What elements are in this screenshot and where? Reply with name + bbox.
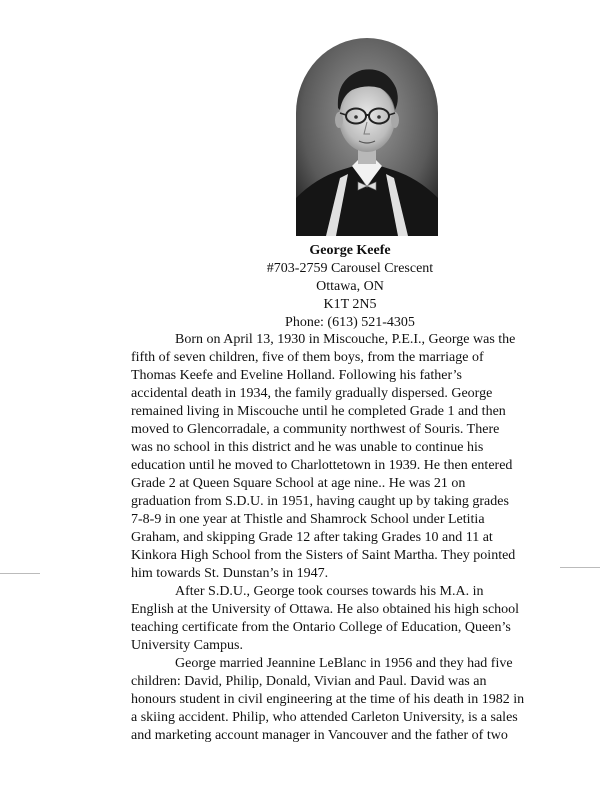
phone-line: Phone: (613) 521-4305: [285, 315, 415, 330]
paragraph-line: Kinkora High School from the Sisters of Saint Martha. They pointed: [131, 548, 516, 563]
paragraph-line: Born on April 13, 1930 in Miscouche, P.E.I., George was the: [175, 332, 516, 347]
paragraph-line: moved to Glencorradale, a community northwest of Souris. There: [131, 422, 500, 437]
paragraph-line: teaching certificate from the Ontario College of Education, Queen’s: [131, 620, 511, 635]
scan-speck: [0, 573, 40, 574]
paragraph-line: honours student in civil engineering at the time of his death in 1982 in: [131, 692, 525, 707]
paragraph-line: children: David, Philip, Donald, Vivian and Paul. David was an: [131, 674, 487, 689]
paragraph-line: fifth of seven children, five of them boys, from the marriage of: [131, 350, 484, 365]
city-line: Ottawa, ON: [316, 279, 384, 294]
biography-text: [131, 331, 541, 745]
portrait-icon: [296, 38, 438, 236]
paragraph-line: a skiing accident. Philip, who attended Carleton University, is a sales: [131, 710, 518, 725]
paragraph-line: 7-8-9 in one year at Thistle and Shamrock School under Letitia: [131, 512, 485, 527]
paragraph-line: Grade 2 at Queen Square School at age nine.. He was 21 on: [131, 476, 466, 491]
paragraph-line: and marketing account manager in Vancouver and the father of two: [131, 728, 508, 743]
postal-code-line: K1T 2N5: [323, 297, 377, 312]
paragraph-line: University Campus.: [131, 638, 243, 653]
contact-header: [220, 242, 480, 332]
paragraph-line: remained living in Miscouche until he completed Grade 1 and then: [131, 404, 506, 419]
paragraph-line: education until he moved to Charlottetown in 1939. He then entered: [131, 458, 513, 473]
person-name: George Keefe: [309, 243, 391, 258]
address-line: #703-2759 Carousel Crescent: [266, 261, 434, 276]
paragraph-line: graduation from S.D.U. in 1951, having caught up by taking grades: [131, 494, 509, 509]
paragraph-line: Thomas Keefe and Eveline Holland. Following his father’s: [131, 368, 462, 383]
paragraph-line: accidental death in 1934, the family gradually dispersed. George: [131, 386, 493, 401]
paragraph-line: him towards St. Dunstan’s in 1947.: [131, 566, 329, 581]
paragraph-line: After S.D.U., George took courses towards his M.A. in: [175, 584, 484, 599]
portrait-photo: [296, 38, 438, 236]
paragraph-line: English at the University of Ottawa. He also obtained his high school: [131, 602, 520, 617]
scan-speck: [560, 567, 600, 568]
paragraph-line: George married Jeannine LeBlanc in 1956 and they had five: [175, 656, 513, 671]
paragraph-line: was no school in this district and he was unable to continue his: [131, 440, 484, 455]
paragraph-line: Graham, and skipping Grade 12 after taking Grades 10 and 11 at: [131, 530, 493, 545]
